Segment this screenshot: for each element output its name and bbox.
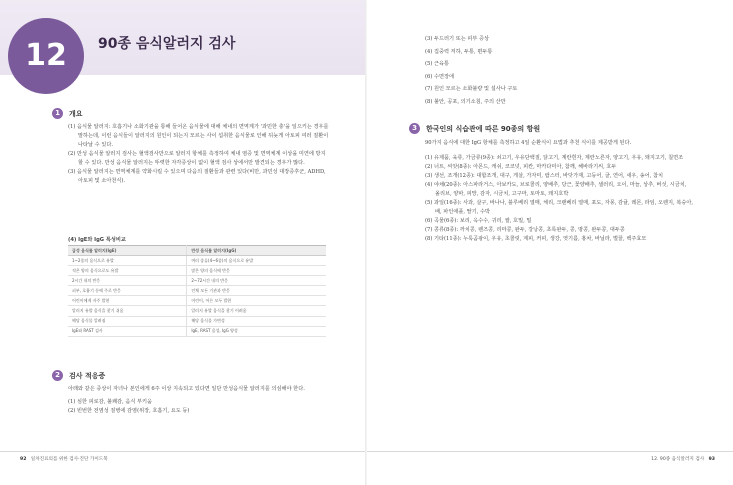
table-cell: 많은 양의 음식에 반응: [187, 266, 326, 276]
indications-continued-list: [425, 33, 693, 108]
section-intro: 90가지 음식에 대한 IgG 항체를 측정하고 4일 순환식이 요법과 추천 식이를 제공받게 된다.: [425, 140, 632, 146]
table-cell: 1~2종의 음식으로 유발: [68, 256, 187, 266]
right-footer: [651, 456, 715, 462]
list-item: (5) 과일(16종): 사과, 살구, 바나나, 블루베리 열매, 체리, 크랜베리 열매, 포도, 자몽, 감귤, 레몬, 라임, 오렌지, 복숭아, 배, 파인애플, 딸기, 수박: [425, 200, 694, 215]
list-item: (1) 심한 피로감, 불쾌감, 음식 부키움: [68, 399, 153, 405]
table-cell: 피부, 호흡기 등에 주로 반응: [68, 286, 187, 296]
section-heading-overview: [52, 108, 83, 119]
section-title: 개요: [69, 109, 83, 118]
table-cell: 어린이에게 자주 발현: [68, 296, 187, 306]
chapter-title: 90종 음식알러지 검사: [98, 36, 236, 52]
table-cell: 2시간 내의 반응: [68, 276, 187, 286]
table-title: (4) IgE와 IgG 특성비교: [68, 237, 126, 243]
list-item: (5) 근육통: [425, 61, 450, 67]
book-title: 일차진료의를 위한 검사·진단 가이드북: [30, 457, 108, 462]
list-item: (4) 야채(20종): 아스파라거스, 아보카도, 브로콜리, 양배추, 당근, 꽃양배추, 샐러리, 오이, 마늘, 상추, 버섯, 시금치, 올리브, 양파, 피망, 감자, 시금치, 고구마, 토마토, 돼지호박: [425, 182, 687, 197]
table-row: [68, 306, 326, 316]
list-item: (3) 음식물 알러지는 면역체계를 약화시킬 수 있으며 다음의 질환들과 관련 있다(비만, 과민성 대장증후군, ADHD, 아토피 및 소아천식).: [68, 169, 326, 184]
list-item: (3) 두드러기 또는 피부 증상: [425, 36, 490, 42]
table-row: [68, 316, 326, 326]
section-number-badge: 3: [409, 123, 420, 134]
section-intro: 아래와 같은 증상이 자녀나 본인에게 6주 이상 지속되고 있다면 일단 만성음식물 알러지를 의심해야 한다.: [68, 386, 305, 392]
table-cell: 인체 모든 기관과 반응: [187, 286, 326, 296]
footer-divider: [367, 451, 733, 452]
section-heading-indications: [52, 370, 105, 381]
section-number-badge: 1: [52, 108, 63, 119]
list-item: (1) 음식물 알러지: 호흡기나 소화기관을 통해 들어온 음식물에 대해 체내의 면역계가 '과민한 충'을 일으키는 경우를 말하는데, 이런 음식들이 알러지의 원인이 되는지 모르는 사이 섭취한 음식물로 인해 뒤늦게 아토피 여러 질환이 나타날 수 있다.: [68, 124, 329, 148]
table-cell: 2~72시간 내의 반응: [187, 276, 326, 286]
list-item: (4) 집중력 저하, 두통, 편두통: [425, 48, 493, 55]
ige-igg-comparison-table: [68, 245, 326, 337]
page-number: 92: [20, 457, 27, 462]
table-row: [68, 276, 326, 286]
page-number: 93: [708, 457, 715, 462]
list-item: (2) 빈번한 전염성 질병에 감염(위장, 호흡기, 요도 등): [68, 408, 190, 414]
table-cell: 여러 종류(4~6종)의 음식으로 유발: [187, 256, 326, 266]
table-header-row: [68, 246, 326, 256]
list-item: (7) 원인 모르는 소화불량 및 설사나 구토: [425, 86, 518, 92]
list-item: (2) 너트, 씨앗(8종): 아몬드, 캐쉬, 코코넛, 피칸, 마카다미아, 참깨, 해바라기씨, 호두: [425, 164, 617, 170]
table-cell: 알러지 유발 음식을 찾기 쉬움: [68, 306, 187, 316]
list-item: (1) 유제품, 육류, 가금류(9종): 쇠고기, 우유단백질, 닭고기, 계란흰자, 계란노른자, 양고기, 우유, 돼지고기, 칠면조: [425, 155, 684, 161]
antigen-list: [425, 139, 693, 244]
table-row: [68, 256, 326, 266]
list-item: (2) 만성 음식물 알러지 검사는 혈액검사만으로 알러지 항체를 측정하여 체내 염증 및 면역체계 이상을 미연에 방지할 수 있다. 만성 음식물 알러지는 뚜렷한 자각증상이 없이 혈액 검사 상에서만 발견되는 경우가 많다.: [68, 151, 326, 166]
left-footer: [20, 456, 108, 462]
table-header-cell: 만성 음식물 알러지(IgG): [187, 246, 326, 256]
table-cell: 어린이, 어른 모두 발현: [187, 296, 326, 306]
section-title: 검사 적응증: [69, 371, 106, 380]
list-item: (6) 곡물(6종): 보리, 옥수수, 귀리, 쌀, 호밀, 밀: [425, 218, 532, 224]
list-item: (8) 기타(11종): 누룩곰팡이, 우유, 초콜릿, 계피, 커피, 생강, 엿기름, 홍차, 바닐라, 벌꿀, 백주효모: [425, 236, 647, 242]
table-header-cell: 급성 음식물 알러지(IgE): [68, 246, 187, 256]
list-item: (8) 불안, 공포, 의기소침, 주의 산만: [425, 98, 506, 105]
section-heading-antigens: [409, 123, 540, 134]
table-cell: 해당 음식물 알려짐: [68, 316, 187, 326]
list-item: (7) 콩류(8종): 까치콩, 렌즈콩, 리마콩, 완두, 강낭콩, 초록완두, 콩, 땅콩, 완두콩, 대두콩: [425, 227, 625, 233]
table-cell: IgE와 RAST 검사: [68, 326, 187, 336]
table-row: [68, 286, 326, 296]
table-cell: IgE, RAST 음성, IgG 양성: [187, 326, 326, 336]
table-row: [68, 296, 326, 306]
list-item: (6) 수면장애: [425, 73, 455, 80]
table-cell: 알러지 유발 음식을 찾기 어려움: [187, 306, 326, 316]
table-cell: 적은 양의 음식으로도 유발: [68, 266, 187, 276]
footer-divider: [0, 451, 366, 452]
table-row: [68, 266, 326, 276]
chapter-running-title: 12. 90종 음식알러지 검사: [651, 457, 705, 462]
indications-list: [68, 385, 330, 416]
list-item: (3) 생선, 조개(12종): 대합조개, 대구, 게살, 가자미, 랍스터, 바닷가재, 고등어, 굴, 연어, 새우, 송어, 참치: [425, 173, 664, 179]
section-title: 한국인의 식습관에 따른 90종의 항원: [426, 124, 541, 133]
section-number-badge: 2: [52, 370, 63, 381]
table-cell: 해당 음식물 가변성: [187, 316, 326, 326]
left-page: [0, 0, 366, 485]
overview-list: [68, 123, 330, 186]
table-row: [68, 326, 326, 336]
right-page: [367, 0, 733, 485]
chapter-number-badge: 12: [8, 18, 84, 94]
